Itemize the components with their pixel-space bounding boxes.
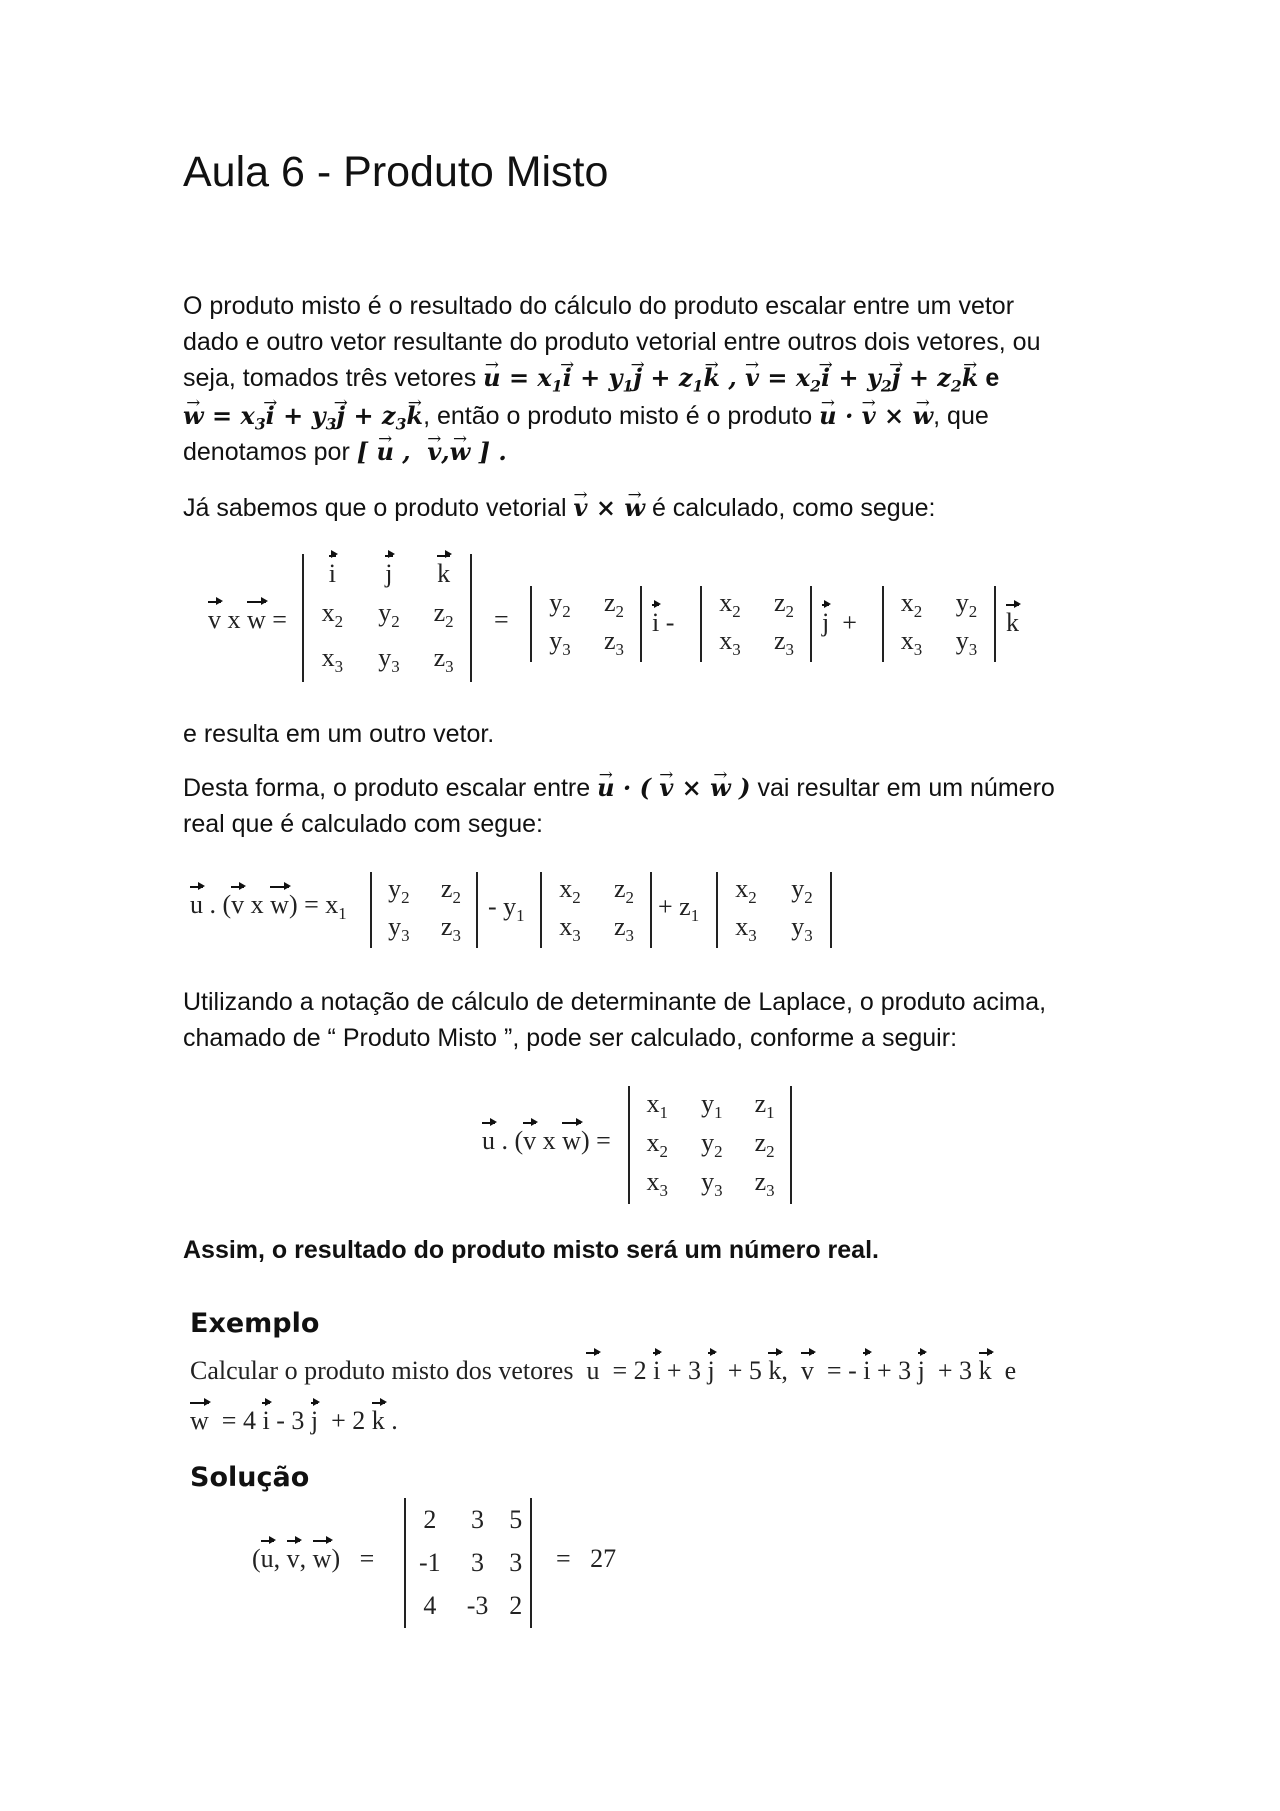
- solution-heading: Solução: [190, 1462, 310, 1493]
- vector-product-line: [183, 490, 1103, 526]
- example-statement: Calcular o produto misto dos vetores u = 2 i + 3 j + 5 k, v = - i + 3 j + 3 k e: [190, 1356, 1017, 1385]
- intro-line-4-que: , que: [933, 402, 989, 430]
- minus-y1: - $y_1$: [488, 892, 525, 925]
- scalar-after: vai resultar em um número: [757, 774, 1055, 802]
- example-heading: Exemplo: [190, 1308, 320, 1339]
- matrix-cell: -3: [466, 1591, 489, 1621]
- mixed-product-label: u . (v x w) =: [482, 1126, 611, 1155]
- matrix-cell: 2: [509, 1591, 523, 1621]
- formula-vxw-label: v x w =: [208, 605, 287, 634]
- formula-u-dot-vxw: → u · → v × → w: [819, 401, 933, 430]
- unit-i-minus: i -: [652, 608, 675, 637]
- expansion-minor-2: $x_2$ $z_2$ $x_3$ $z_3$: [540, 872, 652, 948]
- intro-line-3-text: seja, tomados três vetores: [183, 364, 477, 392]
- formula-expansion-label: u . (v x $w) = x_1$: [190, 890, 347, 923]
- minor-j: $x_2$ $z_2$ $x_3$ $z_3$: [700, 586, 812, 662]
- example-statement-text: Calcular o produto misto dos vetores: [190, 1356, 574, 1385]
- matrix-cell: 3: [471, 1504, 485, 1534]
- determinant-ijk: i j k $x_2$ $y_2$ $z_2$ $x_3$ $y_3$ $z_3$: [302, 554, 472, 682]
- solution-determinant: [404, 1498, 532, 1628]
- result-vector-line: e resulta em um outro vetor.: [183, 720, 495, 748]
- matrix-cell: 2: [423, 1504, 437, 1534]
- example-vector-w: w = 4 i - 3 j + 2 k .: [190, 1406, 398, 1435]
- scalar-before: Desta forma, o produto escalar entre: [183, 774, 591, 802]
- intro-line-5-text: denotamos por: [183, 438, 350, 466]
- matrix-cell: 4: [423, 1591, 437, 1621]
- matrix-cell: -1: [419, 1547, 441, 1577]
- formula-vxw: → v × → w: [574, 493, 645, 522]
- formula-u-dot-paren: → u · ( → v × → w ): [597, 773, 750, 802]
- matrix-cell: 5: [509, 1504, 523, 1534]
- expansion-minor-3: $x_2$ $y_2$ $x_3$ $y_3$: [716, 872, 832, 948]
- intro-line-2: dado e outro vetor resultante do produto vetorial entre outros dois vetores, ou: [183, 328, 1041, 356]
- intro-and: e: [985, 364, 1000, 392]
- page-title: Aula 6 - Produto Misto: [183, 148, 609, 196]
- vector-product-after: é calculado, como segue:: [651, 494, 936, 522]
- vector-product-before: Já sabemos que o produto vetorial: [183, 494, 567, 522]
- plus-z1: + $z_1$: [658, 892, 700, 925]
- intro-line-5: [183, 434, 1103, 470]
- matrix-cell: 3: [509, 1547, 523, 1577]
- solution-label: (u, v, w) =: [252, 1544, 375, 1573]
- equals-sign: =: [494, 605, 509, 634]
- unit-k: k: [1006, 608, 1019, 637]
- matrix-cell: 3: [471, 1547, 485, 1577]
- unit-j-plus: j +: [822, 608, 857, 637]
- solution-result: = 27: [556, 1544, 617, 1573]
- solution-result-value: 27: [590, 1544, 617, 1573]
- intro-line-1: O produto misto é o resultado do cálculo do produto escalar entre um vetor: [183, 292, 1015, 320]
- minor-i: $y_2$ $z_2$ $y_3$ $z_3$: [530, 586, 642, 662]
- formula-u-v: → $u = x_1\to i + y_1\to j + z_1\to k$ , → $v = x_2\to i + y_2\to j + z_2\to k$: [483, 363, 978, 392]
- formula-w: → $w = x_3\to i + y_3\to j + z_3\to k$: [183, 401, 423, 430]
- conclusion: Assim, o resultado do produto misto será um número real.: [183, 1236, 879, 1264]
- minor-k: $x_2$ $y_2$ $x_3$ $y_3$: [882, 586, 996, 662]
- expansion-minor-1: $y_2$ $z_2$ $y_3$ $z_3$: [370, 872, 478, 948]
- scalar-product-line-2: real que é calculado com segue:: [183, 810, 543, 838]
- mixed-product-determinant: $x_1$ $y_1$ $z_1$ $x_2$ $y_2$ $z_2$ $x_3$ $y_3$ $z_3$: [628, 1086, 792, 1204]
- scalar-product-line-1: [183, 770, 1103, 806]
- laplace-line-1: Utilizando a notação de cálculo de determinante de Laplace, o produto acima,: [183, 988, 1047, 1016]
- laplace-line-2: chamado de “ Produto Misto ”, pode ser calculado, conforme a seguir:: [183, 1024, 958, 1052]
- formula-notation: [ → u , → v,→ w ] .: [357, 437, 507, 466]
- intro-line-4-text: , então o produto misto é o produto: [423, 402, 813, 430]
